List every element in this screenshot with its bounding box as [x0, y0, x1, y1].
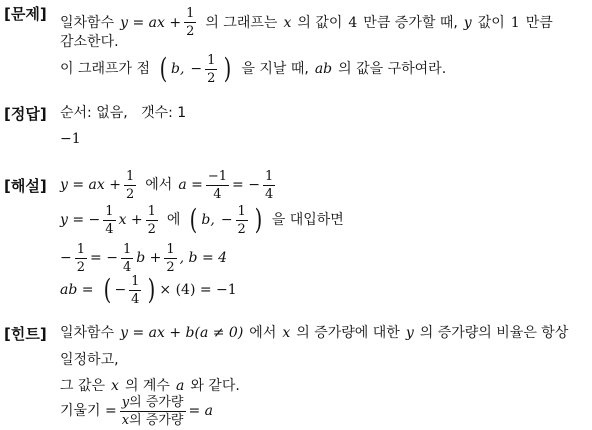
fraction: $\frac{1}{2}$ — [125, 168, 135, 202]
answer-value: −1 — [60, 131, 81, 147]
solution-line-1: y = ax + $\frac{1}{2}$ 에서 a = $\frac{-1}{4}$ = − $\frac{1}{4}$ — [60, 168, 274, 202]
fraction: $\frac{1}{2}$ — [207, 52, 216, 86]
fraction: $\frac{-1}{4}$ — [207, 168, 228, 202]
slope-fraction: $\frac{\text{y의 증가량}}{\text{x의 증가량}}$ — [121, 394, 184, 428]
fraction: $\frac{1}{4}$ — [131, 273, 140, 307]
hint-tag: [힌트] — [4, 325, 47, 343]
fraction: $\frac{1}{2}$ — [186, 6, 195, 39]
fraction: $\frac{1}{4}$ — [122, 241, 132, 275]
answer-tag: [정답] — [4, 105, 47, 123]
hint-line-2: 일정하고, — [60, 352, 119, 368]
problem-line-1: 일차함수 y = ax + $\frac{1}{2}$ 의 그래프는 x 의 값이 4 만큼 증가할 때, y 값이 1 만큼 — [60, 6, 553, 39]
solution-line-4: ab = ( − $\frac{1}{4}$ ) × (4) = −1 — [60, 273, 237, 307]
solution-line-2: y = − $\frac{1}{4}$ x + $\frac{1}{2}$ 에 ( b, − $\frac{1}{2}$ ) 을 대입하면 — [60, 203, 344, 237]
answer-meta: 순서: 없음, 갯수: 1 — [60, 105, 187, 121]
hint-line-3: 그 값은 x 의 계수 a 와 같다. — [60, 378, 240, 394]
solution-tag: [해설] — [4, 177, 47, 195]
problem-tag: [문제] — [4, 5, 47, 23]
fraction: $\frac{1}{2}$ — [237, 203, 246, 237]
problem-line-2: 감소한다. — [60, 34, 119, 50]
solution-line-3: − $\frac{1}{2}$ = − $\frac{1}{4}$ b + $\frac{1}{2}$ , b = 4 — [60, 241, 228, 275]
fraction: $\frac{1}{4}$ — [264, 168, 274, 202]
fraction: $\frac{1}{2}$ — [76, 241, 86, 275]
problem-text: 일차함수 — [60, 14, 115, 31]
hint-line-4: 기울기 = $\frac{\text{y의 증가량}}{\text{x의 증가량}}$ = a — [60, 394, 214, 428]
problem-line-3: 이 그래프가 점 ( b, − $\frac{1}{2}$ ) 을 지날 때, ab 의 값을 구하여라. — [60, 52, 447, 86]
fraction: $\frac{1}{2}$ — [166, 241, 175, 275]
problem-equation: y = ax + — [120, 14, 182, 31]
fraction: $\frac{1}{4}$ — [105, 203, 114, 237]
fraction: $\frac{1}{2}$ — [147, 203, 156, 237]
hint-line-1: 일차함수 y = ax + b(a ≠ 0) 에서 x 의 증가량에 대한 y 의 증가량의 비율은 항상 — [60, 325, 569, 341]
